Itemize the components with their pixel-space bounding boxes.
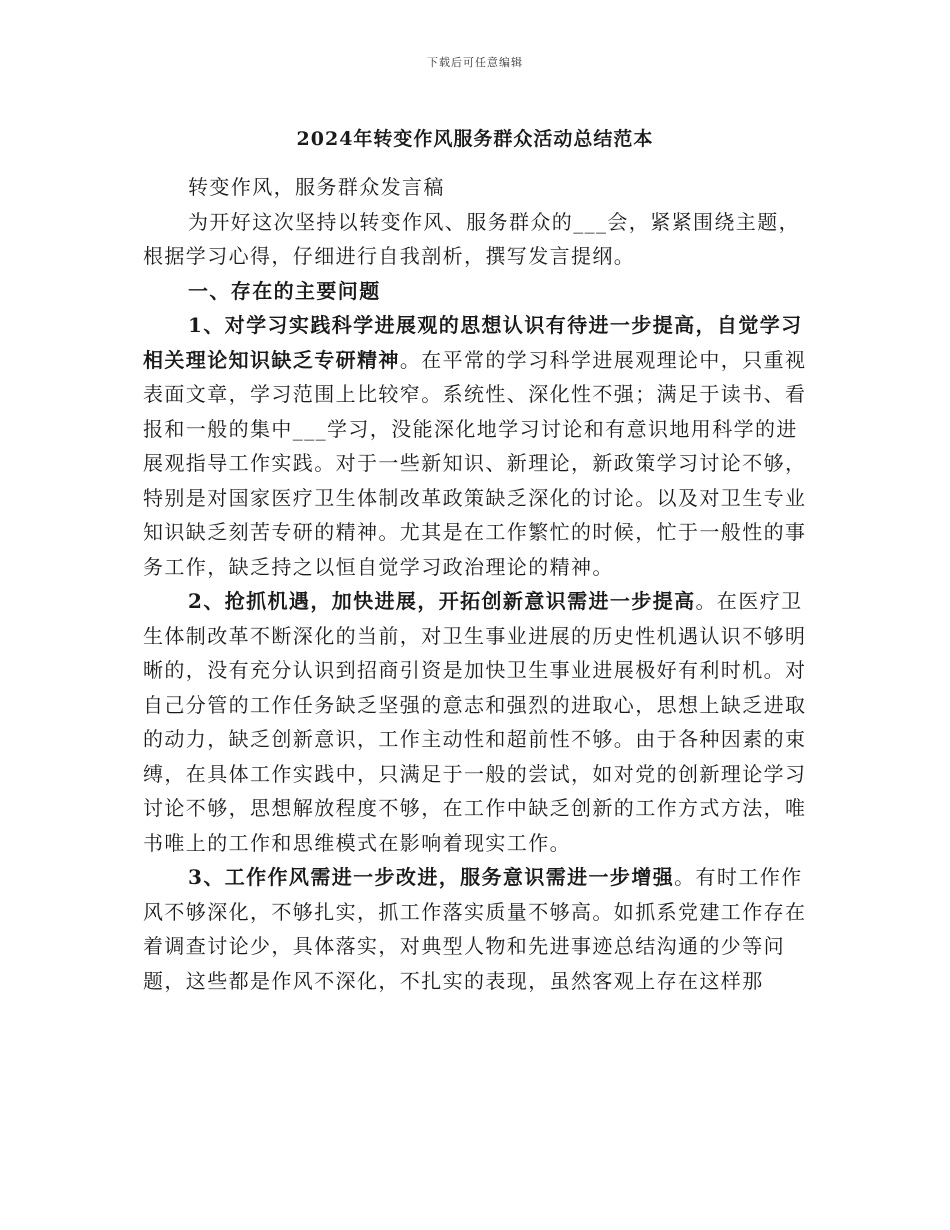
item-paragraph-1 [143, 308, 811, 584]
item-text-2: 。在医疗卫生体制改革不断深化的当前，对卫生事业进展的历史性机遇认识不够明晰的，没有充分认识到招商引资是加快卫生事业进展极好有利时机。对自己分管的工作任务缺乏坚强的意志和强烈的进取心，思想上缺乏进取的动力，缺乏创新意识，工作主动性和超前性不够。由于各种因素的束缚，在具体工作实践中，只满足于一般的尝试，如对党的创新理论学习讨论不够，思想解放程度不够，在工作中缺乏创新的工作方式方法，唯书唯上的工作和思维模式在影响着现实工作。 [143, 589, 807, 855]
item-text-3: 。有时工作作风不够深化，不够扎实，抓工作落实质量不够高。如抓系党建工作存在着调查讨论少，具体落实，对典型人物和先进事迹总结沟通的少等问题，这些都是作风不深化，不扎实的表现，虽然客观上存在这样那 [143, 865, 807, 993]
item-lead-1: 1、对学习实践科学进展观的思想认识有待进一步提高，自觉学习相关理论知识缺乏专研精神 [143, 313, 803, 372]
section-heading: 一、存在的主要问题 [188, 278, 381, 303]
document-title: 2024年转变作风服务群众活动总结范本 [296, 128, 654, 150]
subtitle-paragraph: 转变作风，服务群众发言稿 [188, 175, 445, 199]
item-paragraph-3 [143, 860, 811, 998]
document-body [143, 170, 811, 998]
item-paragraph-2 [143, 584, 811, 860]
item-text-1: 。在平常的学习科学进展观理论中，只重视表面文章，学习范围上比较窄。系统性、深化性不强；满足于读书、看报和一般的集中___学习，没能深化地学习讨论和有意识地用科学的进展观指导工作实践。对于一些新知识、新理论，新政策学习讨论不够，特别是对国家医疗卫生体制改革政策缺乏深化的讨论。以及对卫生专业知识缺乏刻苦专研的精神。尤其是在工作繁忙的时候，忙于一般性的事务工作，缺乏持之以恒自觉学习政治理论的精神。 [143, 347, 807, 579]
item-lead-3: 3、工作作风需进一步改进，服务意识需进一步增强 [188, 865, 675, 889]
intro-paragraph: 为开好这次坚持以转变作风、服务群众的___会，紧紧围绕主题，根据学习心得，仔细进行自我剖析，撰写发言提纲。 [143, 209, 800, 268]
item-lead-2: 2、抢抓机遇，加快进展，开拓创新意识需进一步提高 [188, 589, 696, 613]
header-note: 下载后可任意编辑 [427, 56, 523, 69]
